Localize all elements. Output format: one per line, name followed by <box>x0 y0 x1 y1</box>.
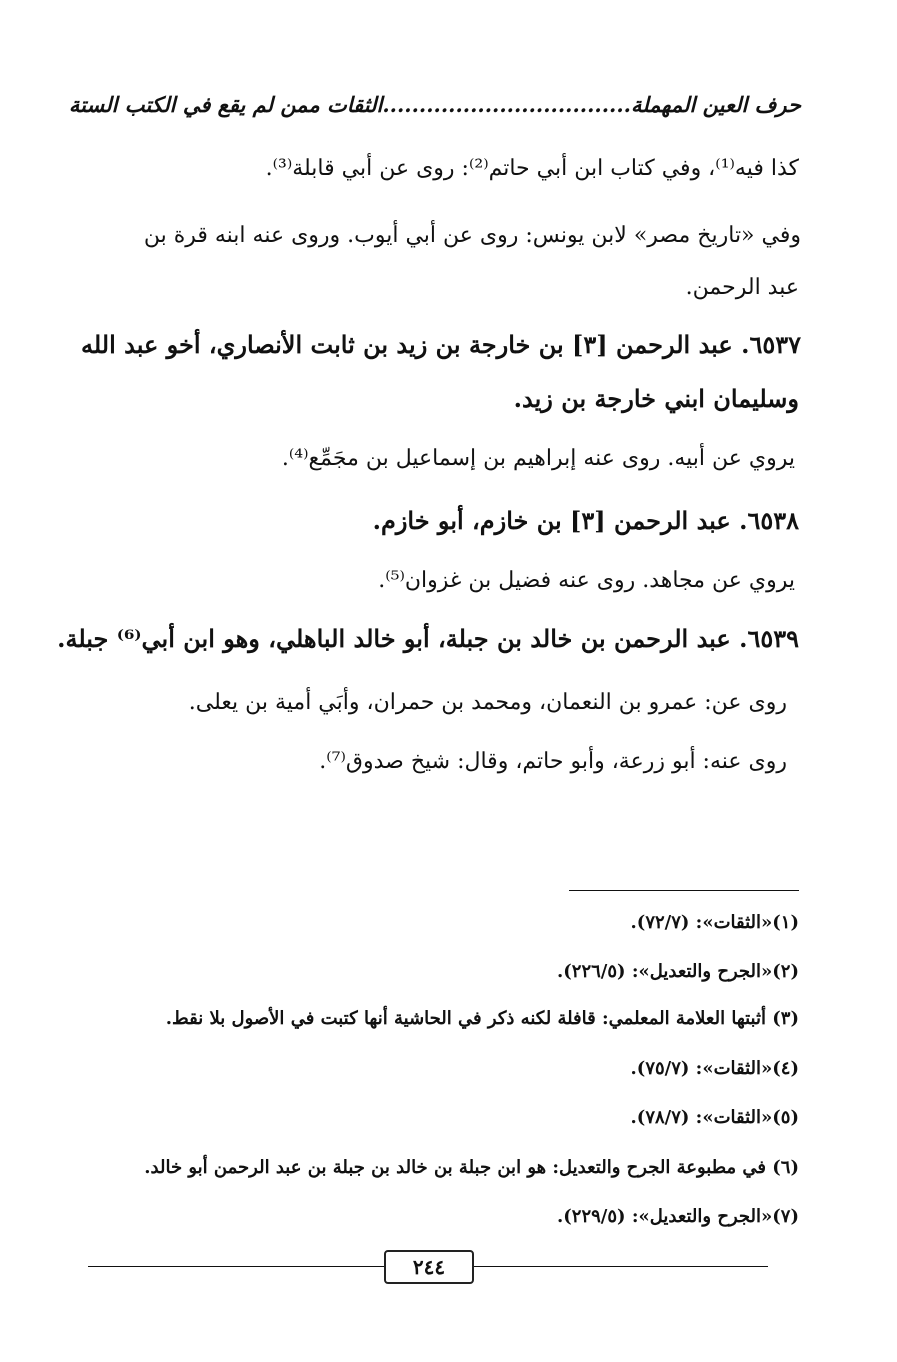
footnote: (٧)«الجرح والتعديل»: (٢٢٩/٥). <box>557 1206 799 1227</box>
text-line: كذا فيه⁽¹⁾، وفي كتاب ابن أبي حاتم⁽²⁾: روى عن أبي قابلة⁽³⁾. <box>265 156 799 181</box>
running-header: حرف العين المهملة..................................الثقات ممن لم يقع في الكتب الستة <box>68 92 801 117</box>
page-number: ٢٤٤ <box>384 1250 474 1284</box>
footnote-separator <box>569 890 799 891</box>
footnote: (٤)«الثقات»: (٧٥/٧). <box>630 1058 799 1079</box>
entry-heading-continued: وسليمان ابني خارجة بن زيد. <box>513 384 799 413</box>
bottom-rule-left <box>88 1266 384 1267</box>
footnote: (٢)«الجرح والتعديل»: (٢٢٦/٥). <box>557 961 799 982</box>
footnote: (٥)«الثقات»: (٧٨/٧). <box>630 1107 799 1128</box>
text-line: يروي عن أبيه. روى عنه إبراهيم بن إسماعيل بن مجَمِّع⁽⁴⁾. <box>281 446 795 471</box>
text-line: عبد الرحمن. <box>685 275 799 300</box>
footnote: (٣) أثبتها العلامة المعلمي: قافلة لكنه ذكر في الحاشية أنها كتبت في الأصول بلا نقط. <box>165 1008 799 1029</box>
text-line: روى عنه: أبو زرعة، وأبو حاتم، وقال: شيخ صدوق⁽⁷⁾. <box>319 749 787 774</box>
text-line: روى عن: عمرو بن النعمان، ومحمد بن حمران، وأبَي أمية بن يعلى. <box>188 690 787 715</box>
text-line: يروي عن مجاهد. روى عنه فضيل بن غزوان⁽⁵⁾. <box>378 568 795 593</box>
entry-heading: ٦٥٣٧. عبد الرحمن [٣] بن خارجة بن زيد بن ثابت الأنصاري، أخو عبد الله <box>80 330 801 359</box>
footnote: (١)«الثقات»: (٧٢/٧). <box>630 912 799 933</box>
bottom-rule-right <box>474 1266 768 1267</box>
text-line: وفي «تاريخ مصر» لابن يونس: روى عن أبي أيوب. وروى عنه ابنه قرة بن <box>143 223 801 248</box>
entry-heading: ٦٥٣٩. عبد الرحمن بن خالد بن جبلة، أبو خالد الباهلي، وهو ابن أبي⁽⁶⁾ جبلة. <box>57 624 799 653</box>
footnote: (٦) في مطبوعة الجرح والتعديل: هو ابن جبلة بن خالد بن جبلة بن عبد الرحمن أبو خالد. <box>144 1157 799 1178</box>
entry-heading: ٦٥٣٨. عبد الرحمن [٣] بن خازم، أبو خازم. <box>372 506 799 535</box>
